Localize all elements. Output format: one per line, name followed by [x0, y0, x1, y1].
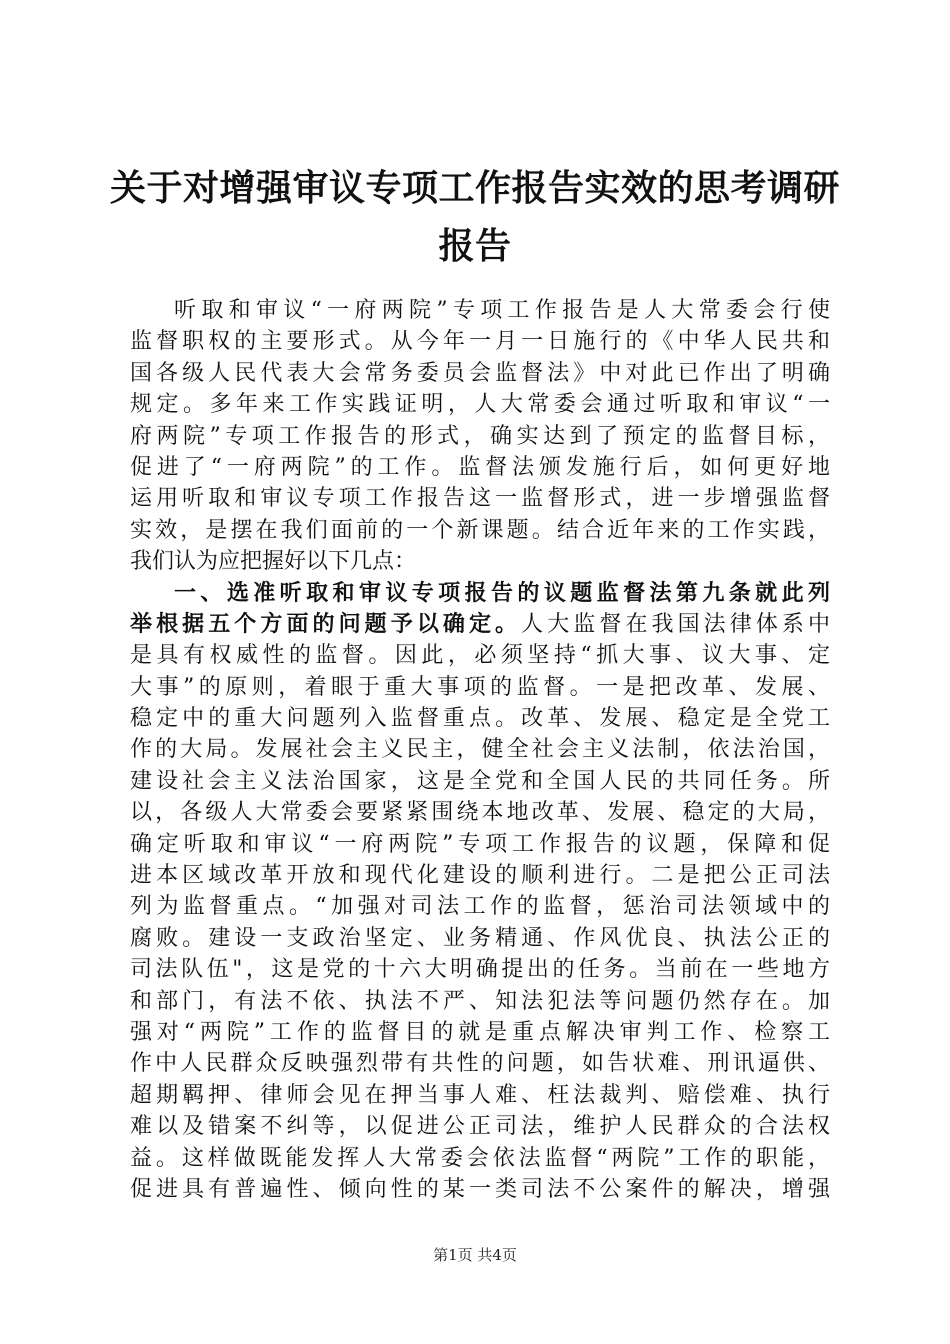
paragraph-text: 稳定中的重大问题列入监督重点。改革、发展、稳定是全党工 — [130, 706, 830, 732]
body-text-line — [130, 1111, 830, 1142]
paragraph-text: 超期羁押、律师会见在押当事人难、枉法裁判、赔偿难、执行 — [130, 1082, 830, 1108]
body-text-line — [130, 954, 830, 985]
paragraph-text: 确定听取和审议“一府两院”专项工作报告的议题，保障和促 — [130, 831, 830, 857]
paragraph-text: 府两院”专项工作报告的形式，确实达到了预定的监督目标， — [130, 423, 830, 449]
paragraph-text: 人大监督在我国法律体系中 — [521, 611, 830, 637]
body-text-line — [130, 1080, 830, 1111]
body-text-line — [130, 766, 830, 797]
paragraph-text: 监督职权的主要形式。从今年一月一日施行的《中华人民共和 — [130, 329, 830, 355]
paragraph-text: 大事”的原则，着眼于重大事项的监督。一是把改革、发展、 — [130, 674, 830, 700]
paragraph-text: 和部门，有法不依、执法不严、知法犯法等问题仍然存在。加 — [130, 988, 830, 1014]
body-text-line — [130, 326, 830, 357]
body-text-line — [130, 1017, 830, 1048]
body-text-line — [130, 1048, 830, 1079]
paragraph-text: 作中人民群众反映强烈带有共性的问题，如告状难、刑讯逼供、 — [130, 1051, 830, 1077]
paragraph-text: 列为监督重点。“加强对司法工作的监督，惩治司法领域中的 — [130, 894, 830, 920]
paragraph-text: 强对“两院”工作的监督目的就是重点解决审判工作、检察工 — [130, 1019, 830, 1045]
body-text-line — [130, 986, 830, 1017]
body-text-line — [130, 703, 830, 734]
body-text-line — [130, 295, 830, 326]
body-text-line — [130, 860, 830, 891]
body-text-line — [130, 734, 830, 765]
body-text-line — [130, 829, 830, 860]
paragraph-text: 实效，是摆在我们面前的一个新课题。结合近年来的工作实践， — [130, 517, 830, 543]
body-text-line — [130, 891, 830, 922]
body-text-line — [130, 1143, 830, 1174]
paragraph-text: 作的大局。发展社会主义民主，健全社会主义法制，依法治国， — [130, 737, 830, 763]
body-text-line — [130, 389, 830, 420]
body-text-line — [130, 483, 830, 514]
paragraph-text: 腐败。建设一支政治坚定、业务精通、作风优良、执法公正的 — [130, 925, 830, 951]
body-text-line — [130, 546, 830, 577]
body-text-line — [130, 609, 830, 640]
section-heading-text: 一、选准听取和审议专项报告的议题监督法第九条就此列 — [174, 580, 830, 606]
paragraph-text: 难以及错案不纠等，以促进公正司法，维护人民群众的合法权 — [130, 1114, 830, 1140]
paragraph-text: 我们认为应把握好以下几点： — [130, 549, 417, 575]
body-text-line — [130, 515, 830, 546]
body-text-line — [130, 672, 830, 703]
paragraph-text: 规定。多年来工作实践证明，人大常委会通过听取和审议“一 — [130, 392, 830, 418]
body-text-line — [130, 1174, 830, 1205]
paragraph-text: 进本区域改革开放和现代化建设的顺利进行。二是把公正司法 — [130, 863, 830, 889]
body-text-line — [130, 578, 830, 609]
paragraph-text: 国各级人民代表大会常务委员会监督法》中对此已作出了明确 — [130, 360, 830, 386]
paragraph-text: 听取和审议“一府两院”专项工作报告是人大常委会行使 — [174, 298, 830, 323]
paragraph-text: 是具有权威性的监督。因此，必须坚持“抓大事、议大事、定 — [130, 643, 830, 669]
paragraph-text: 益。这样做既能发挥人大常委会依法监督“两院”工作的职能， — [130, 1145, 830, 1171]
body-text-line — [130, 358, 830, 389]
paragraph-text: 运用听取和审议专项工作报告这一监督形式，进一步增强监督 — [130, 486, 830, 512]
paragraph-text: 司法队伍"，这是党的十六大明确提出的任务。当前在一些地方 — [130, 957, 830, 983]
document-title-line-1: 关于对增强审议专项工作报告实效的思考调研 — [109, 168, 840, 209]
body-text-line — [130, 452, 830, 483]
body-text-line — [130, 640, 830, 671]
paragraph-text: 促进具有普遍性、倾向性的某一类司法不公案件的解决，增强 — [130, 1176, 830, 1202]
section-heading-text: 举根据五个方面的问题予以确定。 — [130, 611, 522, 637]
document-body — [130, 295, 830, 1205]
body-text-line — [130, 923, 830, 954]
document-title-line-2: 报告 — [438, 226, 512, 267]
page-footer: 第1页 共4页 — [433, 1246, 517, 1264]
body-text-line — [130, 797, 830, 828]
paragraph-text: 建设社会主义法治国家，这是全党和全国人民的共同任务。所 — [130, 768, 830, 794]
paragraph-text: 以，各级人大常委会要紧紧围绕本地改革、发展、稳定的大局， — [130, 800, 830, 826]
body-text-line — [130, 421, 830, 452]
paragraph-text: 促进了“一府两院”的工作。监督法颁发施行后，如何更好地 — [130, 454, 830, 480]
